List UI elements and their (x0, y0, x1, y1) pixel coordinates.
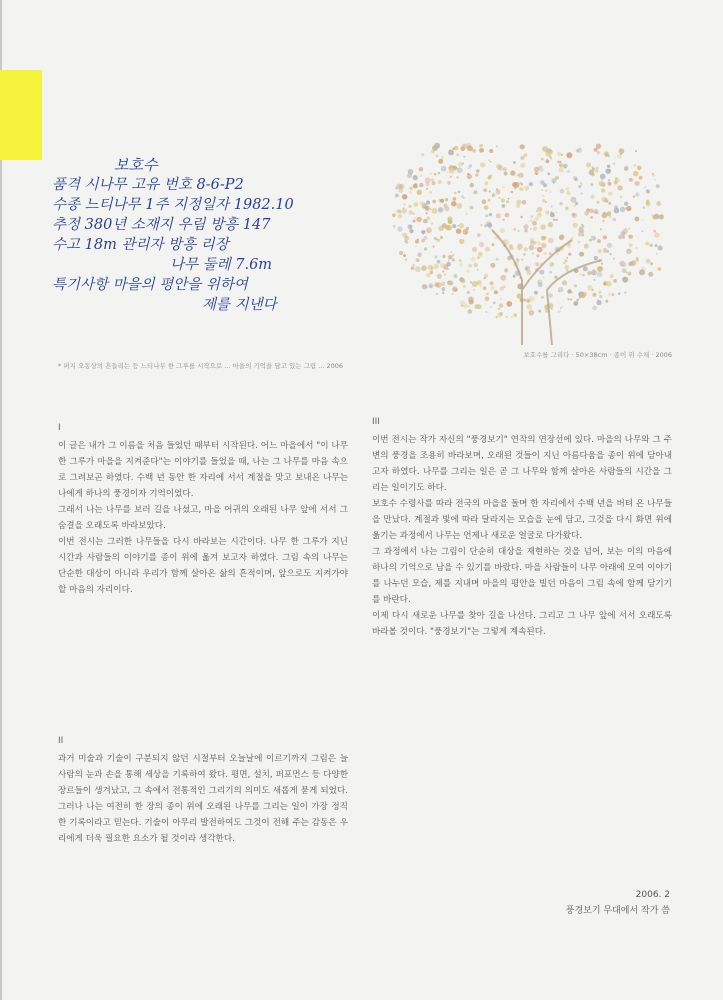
paragraph: 그래서 나는 나무를 보러 길을 나섰고, 마을 어귀의 오래된 나무 앞에 서서 그 숨결을 오래도록 바라보았다. (58, 505, 348, 531)
paragraph: 이제 다시 새로운 나무를 찾아 길을 나선다. 그리고 그 나무 앞에 서서 오래도록 바라볼 것이다. "풍경보기"는 그렇게 계속된다. (372, 611, 672, 637)
caption-left: * 퍼지 오동상의 흔들리는 등 느티나무 한 그루를 시작으로 ... 마을의 기억을 담고 있는 그림 ... 2006 (58, 362, 344, 370)
caption-right: 보호수를 그리다 · 50×38cm · 종이 위 수채 · 2006 (523, 351, 672, 359)
signature-author: 풍경보기 무대에서 작가 씀 (565, 906, 670, 916)
handwritten-line: 제를 지낸다 (202, 297, 277, 313)
handwritten-line: 특기사항 마을의 평안을 위하여 (52, 277, 248, 293)
section-number: III (372, 417, 380, 427)
handwritten-line: 품격 시나무 고유 번호 8-6-P2 (52, 177, 244, 193)
paragraph: 과거 미술과 기술이 구분되지 않던 시절부터 오늘날에 이르기까지 그림은 늘 사람의 눈과 손을 통해 세상을 기록하여 왔다. 평면, 설치, 퍼포먼스 등 다양한 장르들이 생겨났고, 그 속에서 전통적인 그리기의 의미도 새롭게 묻게 되었다. 그러나 나는 여전히 한 장의 종이 위에 오래된 나무를 그리는 일이 가장 정직한 기록이라고 믿는다. 기술이 아무리 발전하여도 그것이 전해 주는 감동은 우리에게 더욱 필요한 요소가 될 것이라 생각한다. (58, 754, 348, 844)
section-number: II (58, 736, 64, 746)
signature-block (372, 887, 670, 919)
handwritten-line: 추정 380년 소재지 우림 방흥 147 (52, 217, 271, 233)
handwritten-line: 나무 둘레 7.6m (170, 257, 273, 273)
handwritten-title: 보호수 (114, 156, 158, 174)
paragraph: 이번 전시는 작가 자신의 "풍경보기" 연작의 연장선에 있다. 마을의 나무와 그 주변의 풍경을 조용히 바라보며, 오래된 것들이 지닌 아름다움을 종이 위에 담아내고자 하였다. 나무를 그리는 일은 곧 그 나무와 함께 살아온 사람들의 시간을 그리는 일이기도 하다. (372, 435, 672, 493)
paragraph: 이 글은 내가 그 이름을 처음 들었던 때부터 시작된다. 어느 마을에서 "이 나무 한 그루가 마을을 지켜준다"는 이야기를 들었을 때, 나는 그 나무를 마음 속으로 그려보곤 하였다. 수백 년 동안 한 자리에 서서 계절을 맞고 보내온 나무는 나에게 하나의 풍경이자 기억이었다. (58, 441, 348, 499)
handwritten-note (52, 155, 392, 315)
sticky-note (0, 70, 42, 160)
handwritten-line: 수종 느티나무 1주 지정일자 1982.10 (52, 197, 294, 213)
tree-painting-image (372, 140, 670, 345)
paragraph: 그 과정에서 나는 그림이 단순히 대상을 재현하는 것을 넘어, 보는 이의 마음에 하나의 기억으로 남을 수 있기를 바랐다. 마을 사람들이 나무 아래에 모여 이야기를 나누던 모습, 제를 지내며 마을의 평안을 빌던 마음이 그림 속에 함께 담기기를 바란다. (372, 547, 672, 605)
paragraph: 이번 전시는 그러한 나무들을 다시 바라보는 시간이다. 나무 한 그루가 지닌 시간과 사람들의 이야기를 종이 위에 옮겨 보고자 하였다. 그림 속의 나무는 단순한 대상이 아니라 우리가 함께 살아온 삶의 흔적이며, 앞으로도 지켜가야 할 마음의 자리이다. (58, 537, 348, 595)
handwritten-line: 수고 18m 관리자 방흥 리장 (52, 237, 229, 253)
essay-section-1 (58, 420, 348, 598)
essay-section-2 (58, 733, 348, 847)
signature-date: 2006. 2 (635, 890, 670, 900)
essay-section-3 (372, 414, 672, 640)
section-number: I (58, 423, 61, 433)
paragraph: 보호수 수령사를 따라 전국의 마을을 돌며 한 자리에서 수백 년을 버텨 온 나무들을 만났다. 계절과 빛에 따라 달라지는 모습을 눈에 담고, 그것을 다시 화면 위에 옮기는 과정에서 나무는 언제나 새로운 얼굴로 다가왔다. (372, 499, 672, 541)
